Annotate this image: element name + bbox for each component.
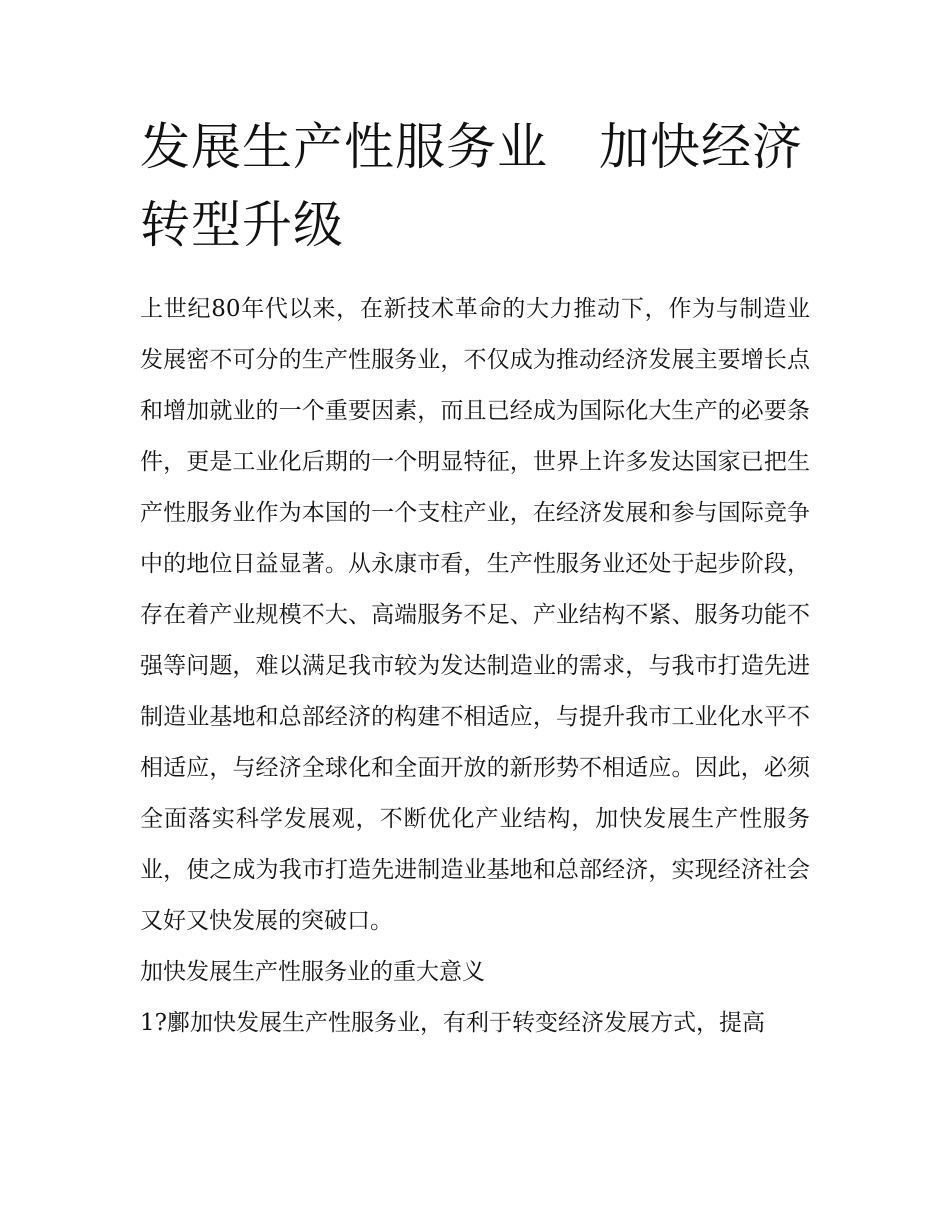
document-title: 发展生产性服务业 加快经济转型升级 <box>140 118 803 254</box>
section-paragraph: 1?鄽加快发展生产性服务业，有利于转变经济发展方式，提高 <box>140 1010 765 1036</box>
document-page <box>140 108 810 1049</box>
intro-paragraph: 上世纪80年代以来，在新技术革命的大力推动下，作为与制造业发展密不可分的生产性服务业，不仅成为推动经济发展主要增长点和增加就业的一个重要因素，而且已经成为国际化大生产的必要条件，更是工业化后期的一个明显特征，世界上许多发达国家已把生产性服务业作为本国的一个支柱产业，在经济发展和参与国际竞争中的地位日益显著。从永康市看，生产性服务业还处于起步阶段，存在着产业规模不大、高端服务不足、产业结构不紧、服务功能不强等问题，难以满足我市较为发达制造业的需求，与我市打造先进制造业基地和总部经济的构建不相适应，与提升我市工业化水平不相适应，与经济全球化和全面开放的新形势不相适应。因此，必须全面落实科学发展观，不断优化产业结构，加快发展生产性服务业，使之成为我市打造先进制造业基地和总部经济，实现经济社会又好又快发展的突破口。 <box>140 296 810 934</box>
section-heading: 加快发展生产性服务业的重大意义 <box>140 959 485 985</box>
